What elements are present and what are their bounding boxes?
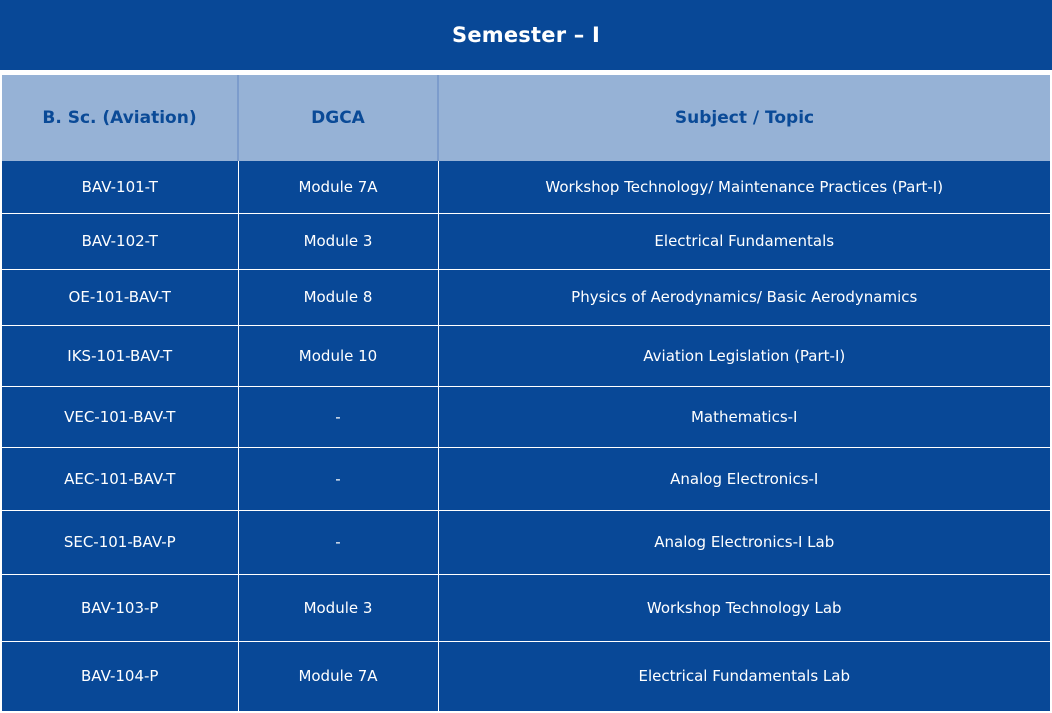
subject-topic: Electrical Fundamentals Lab (438, 641, 1050, 711)
subject-topic: Electrical Fundamentals (438, 213, 1050, 269)
course-code: SEC-101-BAV-P (2, 510, 238, 574)
course-code: BAV-104-P (2, 641, 238, 711)
course-code: BAV-101-T (2, 161, 238, 213)
header-program-code: B. Sc. (Aviation) (2, 75, 238, 161)
subject-topic: Analog Electronics-I Lab (438, 510, 1050, 574)
subject-topic: Mathematics-I (438, 386, 1050, 447)
course-code: BAV-102-T (2, 213, 238, 269)
subject-topic: Physics of Aerodynamics/ Basic Aerodynamics (438, 269, 1050, 325)
table-row (2, 386, 1050, 447)
table-row (2, 269, 1050, 325)
course-code: OE-101-BAV-T (2, 269, 238, 325)
header-row (2, 75, 1050, 161)
table-row (2, 447, 1050, 510)
subject-topic: Workshop Technology/ Maintenance Practices (Part-I) (438, 161, 1050, 213)
dgca-module: Module 10 (238, 325, 438, 386)
dgca-module: Module 7A (238, 641, 438, 711)
course-code: BAV-103-P (2, 574, 238, 641)
subject-topic: Workshop Technology Lab (438, 574, 1050, 641)
course-code: AEC-101-BAV-T (2, 447, 238, 510)
dgca-module: Module 3 (238, 213, 438, 269)
course-code: IKS-101-BAV-T (2, 325, 238, 386)
subject-topic: Aviation Legislation (Part-I) (438, 325, 1050, 386)
table-row (2, 325, 1050, 386)
curriculum-table (2, 75, 1050, 711)
table-row (2, 574, 1050, 641)
semester-title: Semester – I (0, 0, 1052, 70)
table-row (2, 641, 1050, 711)
course-code: VEC-101-BAV-T (2, 386, 238, 447)
header-dgca: DGCA (238, 75, 438, 161)
dgca-module: Module 3 (238, 574, 438, 641)
dgca-module: - (238, 386, 438, 447)
table-row (2, 161, 1050, 213)
dgca-module: Module 7A (238, 161, 438, 213)
header-subject-topic: Subject / Topic (438, 75, 1050, 161)
dgca-module: - (238, 510, 438, 574)
dgca-module: - (238, 447, 438, 510)
subject-topic: Analog Electronics-I (438, 447, 1050, 510)
table-row (2, 510, 1050, 574)
table-row (2, 213, 1050, 269)
dgca-module: Module 8 (238, 269, 438, 325)
